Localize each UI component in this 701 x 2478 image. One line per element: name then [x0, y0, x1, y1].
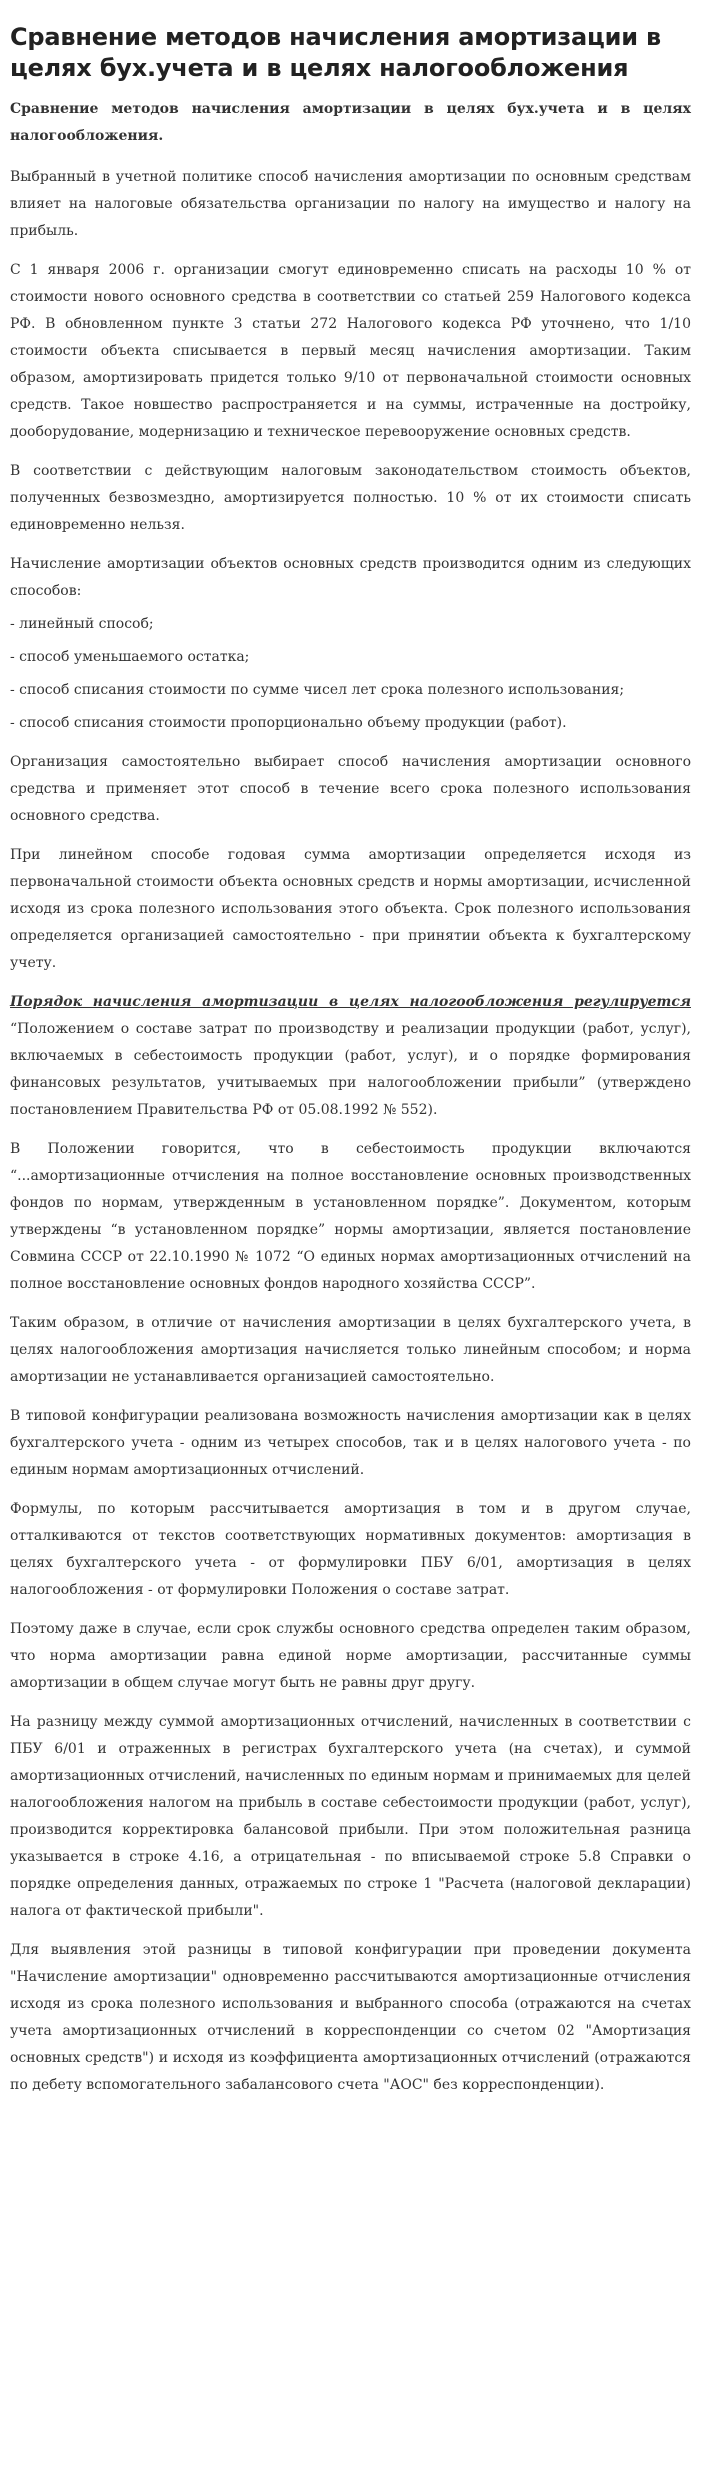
page-title: Сравнение методов начисления амортизации в целях бух.учета и в целях налогообложения: [10, 23, 662, 82]
paragraph-difference: Поэтому даже в случае, если срок службы основного средства определен таким образом, что норма амортизации равна единой норме амортизации, рассчитанные суммы амортизации в общем случае могут быть не равны друг другу.: [10, 1621, 691, 1691]
paragraph-intro: Выбранный в учетной политике способ начисления амортизации по основным средствам влияет на налоговые обязательства организации по налогу на имущество и налогу на прибыль.: [10, 169, 691, 239]
paragraph-regulation: В Положении говорится, что в себестоимость продукции включаются “...амортизационные отчисления на полное восстановление основных производственных фондов по нормам, утвержденным в установленном порядке”. Документом, которым утверждены “в установленном порядке” нормы амортизации, является постановление Совмина СССР от 22.10.1990 № 1072 “О единых нормах амортизационных отчислений на полное восстановление основных фондов народного хозяйства СССР”.: [10, 1141, 691, 1292]
paragraph-config: В типовой конфигурации реализована возможность начисления амортизации как в целях бухгалтерского учета - одним из четырех способов, так и в целях налогового учета - по единым нормам амортизационных отчислений.: [10, 1408, 691, 1478]
paragraph-formulas: Формулы, по которым рассчитывается амортизация в том и в другом случае, отталкиваются от текстов соответствующих нормативных документов: амортизация в целях бухгалтерского учета - от формулировки ПБУ 6/01, амортизация в целях налогообложения - от формулировки Положения о составе затрат.: [10, 1501, 691, 1598]
paragraph-text: “Положением о составе затрат по производству и реализации продукции (работ, услуг), включаемых в себестоимость продукции (работ, услуг), и о порядке формирования финансовых результатов, учитываемых при налогообложении прибыли” (утверждено постановлением Правительства РФ от 05.08.1992 № 552).: [10, 1021, 691, 1118]
list-item: - способ списания стоимости пропорционально объему продукции (работ).: [10, 715, 567, 731]
paragraph-conclusion: Таким образом, в отличие от начисления амортизации в целях бухгалтерского учета, в целях налогообложения амортизация начисляется только линейным способом; и норма амортизации не устанавливается организацией самостоятельно.: [10, 1315, 691, 1385]
paragraph-tax-order: [10, 989, 691, 1124]
paragraph-detection: Для выявления этой разницы в типовой конфигурации при проведении документа "Начисление амортизации" одновременно рассчитываются амортизационные отчисления исходя из срока полезного использования и выбранного способа (отражаются на счетах учета амортизационных отчислений в корреспонденции со счетом 02 "Амортизация основных средств") и исходя из коэффициента амортизационных отчислений (отражаются по дебету вспомогательного забалансового счета "АОС" без корреспонденции).: [10, 1942, 691, 2093]
list-item: - линейный способ;: [10, 616, 154, 632]
paragraph-org-choice: Организация самостоятельно выбирает способ начисления амортизации основного средства и применяет этот способ в течение всего срока полезного использования основного средства.: [10, 754, 691, 824]
paragraph-methods-intro: Начисление амортизации объектов основных средств производится одним из следующих способов:: [10, 556, 691, 599]
paragraph-2006-change: С 1 января 2006 г. организации смогут единовременно списать на расходы 10 % от стоимости нового основного средства в соответствии со статьей 259 Налогового кодекса РФ. В обновленном пункте 3 статьи 272 Налогового кодекса РФ уточнено, что 1/10 стоимости объекта списывается в первый месяц начисления амортизации. Таким образом, амортизировать придется только 9/10 от первоначальной стоимости основных средств. Такое новшество распространяется и на суммы, истраченные на достройку, дооборудование, модернизацию и техническое перевооружение основных средств.: [10, 262, 691, 440]
paragraph-linear: При линейном способе годовая сумма амортизации определяется исходя из первоначальной стоимости объекта основных средств и нормы амортизации, исчисленной исходя из срока полезного использования этого объекта. Срок полезного использования определяется организацией самостоятельно - при принятии объекта к бухгалтерскому учету.: [10, 847, 691, 971]
list-item: - способ уменьшаемого остатка;: [10, 649, 250, 665]
list-item: - способ списания стоимости по сумме чисел лет срока полезного использования;: [10, 682, 625, 698]
paragraph-gratuitous: В соответствии с действующим налоговым законодательством стоимость объектов, полученных безвозмездно, амортизируется полностью. 10 % от их стоимости списать единовременно нельзя.: [10, 463, 691, 533]
section-heading: Порядок начисления амортизации в целях налогообложения регулируется: [10, 994, 691, 1010]
paragraph-correction: На разницу между суммой амортизационных отчислений, начисленных в соответствии с ПБУ 6/01 и отраженных в регистрах бухгалтерского учета (на счетах), и суммой амортизационных отчислений, начисленных по единым нормам и принимаемых для целей налогообложения налогом на прибыль в составе себестоимости продукции (работ, услуг), производится корректировка балансовой прибыли. При этом положительная разница указывается в строке 4.16, а отрицательная - по вписываемой строке 5.8 Справки о порядке определения данных, отражаемых по строке 1 "Расчета (налоговой декларации) налога от фактической прибыли".: [10, 1714, 691, 1919]
lead-paragraph: Сравнение методов начисления амортизации в целях бух.учета и в целях налогообложения.: [10, 101, 691, 144]
